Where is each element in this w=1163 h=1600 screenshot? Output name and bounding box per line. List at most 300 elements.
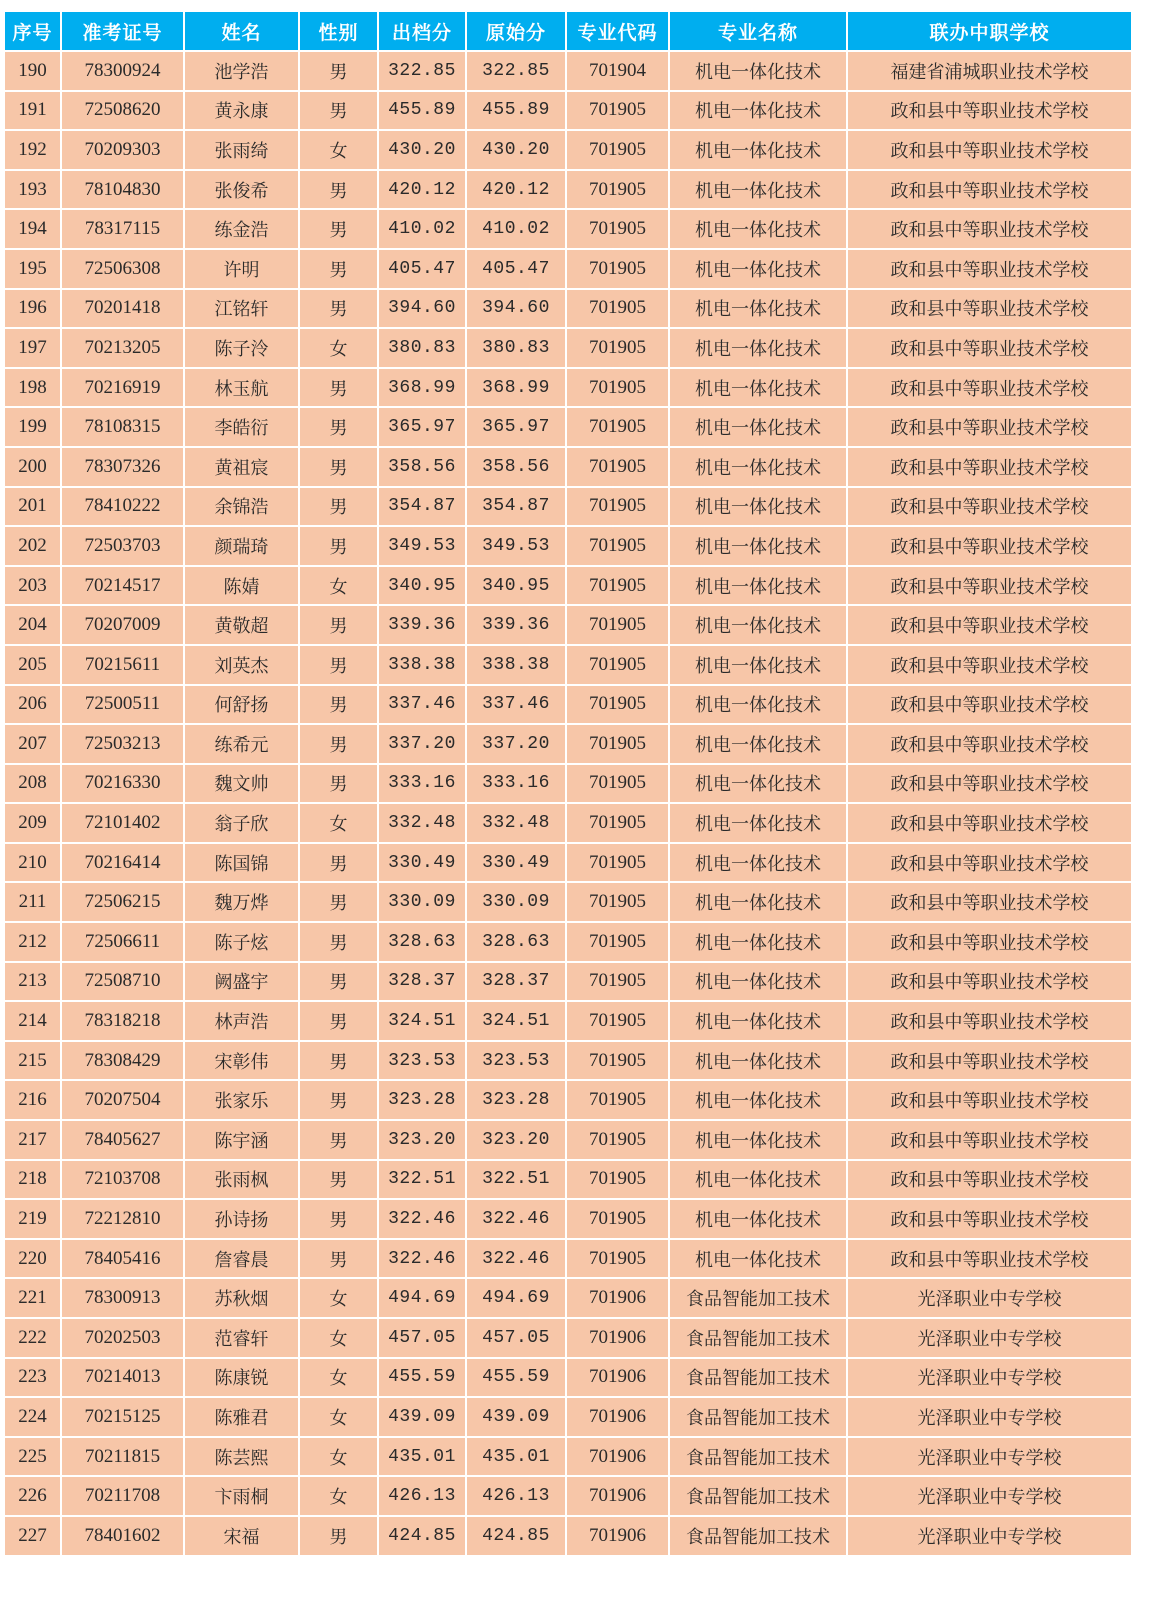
cell-raw-score: 455.89 bbox=[466, 91, 566, 131]
cell-partner-school: 政和县中等职业技术学校 bbox=[847, 803, 1132, 843]
cell-admission-score: 323.20 bbox=[378, 1120, 466, 1160]
cell-name: 陈国锦 bbox=[184, 843, 299, 883]
cell-exam-id: 70207009 bbox=[61, 605, 184, 645]
cell-major-name: 食品智能加工技术 bbox=[669, 1397, 847, 1437]
header-major-code: 专业代码 bbox=[566, 11, 669, 51]
cell-gender: 男 bbox=[299, 289, 378, 329]
cell-exam-id: 70213205 bbox=[61, 328, 184, 368]
cell-admission-score: 455.89 bbox=[378, 91, 466, 131]
cell-raw-score: 424.85 bbox=[466, 1516, 566, 1556]
cell-partner-school: 政和县中等职业技术学校 bbox=[847, 368, 1132, 408]
cell-partner-school: 政和县中等职业技术学校 bbox=[847, 407, 1132, 447]
cell-raw-score: 324.51 bbox=[466, 1001, 566, 1041]
cell-raw-score: 457.05 bbox=[466, 1318, 566, 1358]
cell-name: 宋彰伟 bbox=[184, 1041, 299, 1081]
cell-major-name: 机电一体化技术 bbox=[669, 447, 847, 487]
cell-exam-id: 72101402 bbox=[61, 803, 184, 843]
cell-major-name: 机电一体化技术 bbox=[669, 922, 847, 962]
cell-name: 苏秋烟 bbox=[184, 1278, 299, 1318]
cell-gender: 女 bbox=[299, 328, 378, 368]
cell-exam-id: 72506611 bbox=[61, 922, 184, 962]
cell-serial: 200 bbox=[4, 447, 61, 487]
cell-partner-school: 政和县中等职业技术学校 bbox=[847, 91, 1132, 131]
cell-name: 范睿轩 bbox=[184, 1318, 299, 1358]
cell-name: 陈康锐 bbox=[184, 1358, 299, 1398]
cell-serial: 218 bbox=[4, 1160, 61, 1200]
cell-gender: 女 bbox=[299, 1318, 378, 1358]
table-row bbox=[4, 922, 1132, 962]
cell-admission-score: 430.20 bbox=[378, 130, 466, 170]
cell-gender: 男 bbox=[299, 685, 378, 725]
cell-major-code: 701905 bbox=[566, 289, 669, 329]
table-row bbox=[4, 685, 1132, 725]
table-row bbox=[4, 1318, 1132, 1358]
cell-name: 江铭轩 bbox=[184, 289, 299, 329]
admission-table bbox=[3, 10, 1133, 1557]
cell-partner-school: 政和县中等职业技术学校 bbox=[847, 962, 1132, 1002]
cell-exam-id: 70215125 bbox=[61, 1397, 184, 1437]
cell-major-name: 食品智能加工技术 bbox=[669, 1476, 847, 1516]
cell-exam-id: 72508620 bbox=[61, 91, 184, 131]
cell-major-name: 机电一体化技术 bbox=[669, 685, 847, 725]
cell-gender: 男 bbox=[299, 170, 378, 210]
cell-serial: 213 bbox=[4, 962, 61, 1002]
cell-admission-score: 322.85 bbox=[378, 51, 466, 91]
table-row bbox=[4, 249, 1132, 289]
cell-raw-score: 349.53 bbox=[466, 526, 566, 566]
cell-major-code: 701906 bbox=[566, 1476, 669, 1516]
table-row bbox=[4, 724, 1132, 764]
cell-partner-school: 政和县中等职业技术学校 bbox=[847, 249, 1132, 289]
cell-major-name: 机电一体化技术 bbox=[669, 130, 847, 170]
cell-major-name: 机电一体化技术 bbox=[669, 803, 847, 843]
cell-name: 陈子泠 bbox=[184, 328, 299, 368]
cell-major-code: 701905 bbox=[566, 487, 669, 527]
cell-raw-score: 339.36 bbox=[466, 605, 566, 645]
cell-major-name: 机电一体化技术 bbox=[669, 249, 847, 289]
cell-partner-school: 政和县中等职业技术学校 bbox=[847, 526, 1132, 566]
cell-name: 何舒扬 bbox=[184, 685, 299, 725]
header-major-name: 专业名称 bbox=[669, 11, 847, 51]
cell-name: 张家乐 bbox=[184, 1080, 299, 1120]
cell-serial: 216 bbox=[4, 1080, 61, 1120]
cell-major-code: 701905 bbox=[566, 407, 669, 447]
cell-exam-id: 70211708 bbox=[61, 1476, 184, 1516]
cell-major-name: 机电一体化技术 bbox=[669, 1120, 847, 1160]
cell-exam-id: 70214517 bbox=[61, 566, 184, 606]
cell-partner-school: 政和县中等职业技术学校 bbox=[847, 1120, 1132, 1160]
cell-major-code: 701905 bbox=[566, 843, 669, 883]
cell-exam-id: 72500511 bbox=[61, 685, 184, 725]
cell-name: 练金浩 bbox=[184, 209, 299, 249]
cell-exam-id: 78308429 bbox=[61, 1041, 184, 1081]
header-admission-score: 出档分 bbox=[378, 11, 466, 51]
cell-raw-score: 337.46 bbox=[466, 685, 566, 725]
cell-partner-school: 政和县中等职业技术学校 bbox=[847, 447, 1132, 487]
cell-serial: 192 bbox=[4, 130, 61, 170]
cell-major-code: 701905 bbox=[566, 962, 669, 1002]
cell-gender: 男 bbox=[299, 1199, 378, 1239]
cell-major-name: 机电一体化技术 bbox=[669, 1041, 847, 1081]
cell-partner-school: 政和县中等职业技术学校 bbox=[847, 170, 1132, 210]
cell-raw-score: 358.56 bbox=[466, 447, 566, 487]
cell-exam-id: 70201418 bbox=[61, 289, 184, 329]
cell-partner-school: 光泽职业中专学校 bbox=[847, 1358, 1132, 1398]
cell-major-name: 机电一体化技术 bbox=[669, 1160, 847, 1200]
cell-major-name: 食品智能加工技术 bbox=[669, 1318, 847, 1358]
table-row bbox=[4, 764, 1132, 804]
cell-serial: 226 bbox=[4, 1476, 61, 1516]
table-row bbox=[4, 843, 1132, 883]
cell-major-name: 机电一体化技术 bbox=[669, 487, 847, 527]
cell-exam-id: 78300913 bbox=[61, 1278, 184, 1318]
cell-raw-score: 322.46 bbox=[466, 1199, 566, 1239]
cell-partner-school: 光泽职业中专学校 bbox=[847, 1437, 1132, 1477]
cell-name: 许明 bbox=[184, 249, 299, 289]
cell-major-code: 701905 bbox=[566, 328, 669, 368]
cell-major-code: 701905 bbox=[566, 249, 669, 289]
cell-gender: 男 bbox=[299, 1080, 378, 1120]
cell-exam-id: 72503703 bbox=[61, 526, 184, 566]
cell-admission-score: 337.46 bbox=[378, 685, 466, 725]
cell-admission-score: 358.56 bbox=[378, 447, 466, 487]
cell-partner-school: 政和县中等职业技术学校 bbox=[847, 566, 1132, 606]
cell-gender: 男 bbox=[299, 249, 378, 289]
cell-raw-score: 410.02 bbox=[466, 209, 566, 249]
cell-serial: 202 bbox=[4, 526, 61, 566]
cell-gender: 男 bbox=[299, 1516, 378, 1556]
cell-serial: 205 bbox=[4, 645, 61, 685]
cell-serial: 224 bbox=[4, 1397, 61, 1437]
cell-exam-id: 70211815 bbox=[61, 1437, 184, 1477]
cell-raw-score: 332.48 bbox=[466, 803, 566, 843]
cell-name: 魏文帅 bbox=[184, 764, 299, 804]
cell-name: 黄永康 bbox=[184, 91, 299, 131]
header-exam-id: 准考证号 bbox=[61, 11, 184, 51]
table-row bbox=[4, 1278, 1132, 1318]
cell-admission-score: 328.37 bbox=[378, 962, 466, 1002]
cell-major-name: 机电一体化技术 bbox=[669, 962, 847, 1002]
cell-major-code: 701905 bbox=[566, 209, 669, 249]
cell-exam-id: 78317115 bbox=[61, 209, 184, 249]
cell-admission-score: 324.51 bbox=[378, 1001, 466, 1041]
cell-exam-id: 78401602 bbox=[61, 1516, 184, 1556]
cell-name: 张俊希 bbox=[184, 170, 299, 210]
cell-gender: 男 bbox=[299, 1041, 378, 1081]
cell-serial: 210 bbox=[4, 843, 61, 883]
cell-admission-score: 439.09 bbox=[378, 1397, 466, 1437]
cell-major-name: 机电一体化技术 bbox=[669, 843, 847, 883]
table-body bbox=[4, 51, 1132, 1556]
cell-major-code: 701905 bbox=[566, 1160, 669, 1200]
cell-gender: 男 bbox=[299, 487, 378, 527]
cell-exam-id: 78104830 bbox=[61, 170, 184, 210]
cell-serial: 199 bbox=[4, 407, 61, 447]
cell-gender: 女 bbox=[299, 566, 378, 606]
cell-gender: 男 bbox=[299, 605, 378, 645]
cell-gender: 女 bbox=[299, 130, 378, 170]
table-row bbox=[4, 962, 1132, 1002]
cell-serial: 211 bbox=[4, 882, 61, 922]
cell-major-code: 701905 bbox=[566, 645, 669, 685]
cell-admission-score: 322.51 bbox=[378, 1160, 466, 1200]
cell-exam-id: 70215611 bbox=[61, 645, 184, 685]
cell-gender: 女 bbox=[299, 1476, 378, 1516]
cell-gender: 男 bbox=[299, 1001, 378, 1041]
cell-admission-score: 368.99 bbox=[378, 368, 466, 408]
table-row bbox=[4, 1160, 1132, 1200]
cell-serial: 206 bbox=[4, 685, 61, 725]
cell-major-name: 机电一体化技术 bbox=[669, 526, 847, 566]
cell-exam-id: 78307326 bbox=[61, 447, 184, 487]
cell-raw-score: 435.01 bbox=[466, 1437, 566, 1477]
cell-major-name: 机电一体化技术 bbox=[669, 1239, 847, 1279]
cell-raw-score: 322.85 bbox=[466, 51, 566, 91]
table-row bbox=[4, 605, 1132, 645]
cell-admission-score: 340.95 bbox=[378, 566, 466, 606]
cell-major-code: 701905 bbox=[566, 1080, 669, 1120]
cell-serial: 207 bbox=[4, 724, 61, 764]
cell-name: 颜瑞琦 bbox=[184, 526, 299, 566]
header-serial: 序号 bbox=[4, 11, 61, 51]
cell-name: 黄敬超 bbox=[184, 605, 299, 645]
cell-major-name: 机电一体化技术 bbox=[669, 645, 847, 685]
cell-raw-score: 337.20 bbox=[466, 724, 566, 764]
cell-admission-score: 337.20 bbox=[378, 724, 466, 764]
cell-partner-school: 政和县中等职业技术学校 bbox=[847, 130, 1132, 170]
table-row bbox=[4, 882, 1132, 922]
cell-partner-school: 政和县中等职业技术学校 bbox=[847, 209, 1132, 249]
cell-name: 刘英杰 bbox=[184, 645, 299, 685]
cell-admission-score: 338.38 bbox=[378, 645, 466, 685]
cell-raw-score: 338.38 bbox=[466, 645, 566, 685]
table-row bbox=[4, 566, 1132, 606]
cell-raw-score: 368.99 bbox=[466, 368, 566, 408]
cell-name: 林玉航 bbox=[184, 368, 299, 408]
cell-gender: 女 bbox=[299, 1437, 378, 1477]
table-row bbox=[4, 130, 1132, 170]
cell-admission-score: 455.59 bbox=[378, 1358, 466, 1398]
cell-gender: 女 bbox=[299, 1397, 378, 1437]
cell-major-code: 701906 bbox=[566, 1397, 669, 1437]
cell-admission-score: 330.49 bbox=[378, 843, 466, 883]
cell-major-name: 机电一体化技术 bbox=[669, 1080, 847, 1120]
cell-gender: 男 bbox=[299, 51, 378, 91]
cell-name: 宋福 bbox=[184, 1516, 299, 1556]
cell-gender: 女 bbox=[299, 803, 378, 843]
cell-exam-id: 70214013 bbox=[61, 1358, 184, 1398]
cell-major-name: 机电一体化技术 bbox=[669, 170, 847, 210]
cell-raw-score: 330.09 bbox=[466, 882, 566, 922]
cell-gender: 男 bbox=[299, 1160, 378, 1200]
cell-raw-score: 322.51 bbox=[466, 1160, 566, 1200]
cell-major-code: 701905 bbox=[566, 1199, 669, 1239]
header-raw-score: 原始分 bbox=[466, 11, 566, 51]
cell-admission-score: 332.48 bbox=[378, 803, 466, 843]
cell-exam-id: 70216919 bbox=[61, 368, 184, 408]
cell-name: 练希元 bbox=[184, 724, 299, 764]
cell-major-name: 食品智能加工技术 bbox=[669, 1278, 847, 1318]
cell-raw-score: 328.63 bbox=[466, 922, 566, 962]
cell-major-name: 机电一体化技术 bbox=[669, 91, 847, 131]
cell-name: 阙盛宇 bbox=[184, 962, 299, 1002]
cell-partner-school: 政和县中等职业技术学校 bbox=[847, 685, 1132, 725]
cell-exam-id: 78108315 bbox=[61, 407, 184, 447]
cell-major-code: 701905 bbox=[566, 764, 669, 804]
cell-raw-score: 323.53 bbox=[466, 1041, 566, 1081]
cell-admission-score: 328.63 bbox=[378, 922, 466, 962]
admission-table-container bbox=[3, 10, 1131, 1557]
cell-partner-school: 政和县中等职业技术学校 bbox=[847, 843, 1132, 883]
cell-serial: 190 bbox=[4, 51, 61, 91]
cell-serial: 217 bbox=[4, 1120, 61, 1160]
cell-name: 池学浩 bbox=[184, 51, 299, 91]
cell-serial: 191 bbox=[4, 91, 61, 131]
cell-exam-id: 72506215 bbox=[61, 882, 184, 922]
cell-major-code: 701905 bbox=[566, 1120, 669, 1160]
table-row bbox=[4, 1437, 1132, 1477]
cell-major-code: 701905 bbox=[566, 922, 669, 962]
cell-serial: 194 bbox=[4, 209, 61, 249]
cell-name: 林声浩 bbox=[184, 1001, 299, 1041]
cell-name: 詹睿晨 bbox=[184, 1239, 299, 1279]
table-row bbox=[4, 1239, 1132, 1279]
cell-partner-school: 光泽职业中专学校 bbox=[847, 1516, 1132, 1556]
cell-admission-score: 323.28 bbox=[378, 1080, 466, 1120]
cell-partner-school: 政和县中等职业技术学校 bbox=[847, 882, 1132, 922]
cell-serial: 196 bbox=[4, 289, 61, 329]
cell-major-name: 机电一体化技术 bbox=[669, 1199, 847, 1239]
cell-raw-score: 405.47 bbox=[466, 249, 566, 289]
cell-raw-score: 354.87 bbox=[466, 487, 566, 527]
cell-exam-id: 78300924 bbox=[61, 51, 184, 91]
cell-partner-school: 政和县中等职业技术学校 bbox=[847, 1160, 1132, 1200]
cell-name: 李皓衍 bbox=[184, 407, 299, 447]
cell-major-name: 机电一体化技术 bbox=[669, 605, 847, 645]
cell-admission-score: 330.09 bbox=[378, 882, 466, 922]
cell-major-name: 机电一体化技术 bbox=[669, 328, 847, 368]
cell-admission-score: 426.13 bbox=[378, 1476, 466, 1516]
cell-partner-school: 光泽职业中专学校 bbox=[847, 1397, 1132, 1437]
cell-partner-school: 政和县中等职业技术学校 bbox=[847, 1041, 1132, 1081]
cell-partner-school: 福建省浦城职业技术学校 bbox=[847, 51, 1132, 91]
cell-admission-score: 380.83 bbox=[378, 328, 466, 368]
cell-major-name: 食品智能加工技术 bbox=[669, 1358, 847, 1398]
cell-major-code: 701905 bbox=[566, 170, 669, 210]
cell-partner-school: 政和县中等职业技术学校 bbox=[847, 1001, 1132, 1041]
cell-admission-score: 494.69 bbox=[378, 1278, 466, 1318]
cell-partner-school: 政和县中等职业技术学校 bbox=[847, 724, 1132, 764]
cell-admission-score: 457.05 bbox=[378, 1318, 466, 1358]
table-row bbox=[4, 1516, 1132, 1556]
cell-gender: 男 bbox=[299, 447, 378, 487]
cell-exam-id: 72506308 bbox=[61, 249, 184, 289]
cell-exam-id: 78405627 bbox=[61, 1120, 184, 1160]
table-row bbox=[4, 407, 1132, 447]
cell-partner-school: 政和县中等职业技术学校 bbox=[847, 487, 1132, 527]
cell-name: 黄祖宸 bbox=[184, 447, 299, 487]
cell-raw-score: 330.49 bbox=[466, 843, 566, 883]
cell-major-name: 机电一体化技术 bbox=[669, 882, 847, 922]
cell-major-name: 机电一体化技术 bbox=[669, 407, 847, 447]
cell-major-code: 701905 bbox=[566, 526, 669, 566]
cell-major-code: 701905 bbox=[566, 1239, 669, 1279]
cell-serial: 212 bbox=[4, 922, 61, 962]
cell-partner-school: 光泽职业中专学校 bbox=[847, 1476, 1132, 1516]
cell-partner-school: 政和县中等职业技术学校 bbox=[847, 922, 1132, 962]
cell-raw-score: 328.37 bbox=[466, 962, 566, 1002]
cell-name: 张雨枫 bbox=[184, 1160, 299, 1200]
cell-gender: 男 bbox=[299, 368, 378, 408]
cell-raw-score: 439.09 bbox=[466, 1397, 566, 1437]
cell-serial: 197 bbox=[4, 328, 61, 368]
cell-admission-score: 410.02 bbox=[378, 209, 466, 249]
cell-gender: 女 bbox=[299, 1278, 378, 1318]
cell-admission-score: 354.87 bbox=[378, 487, 466, 527]
cell-major-name: 食品智能加工技术 bbox=[669, 1516, 847, 1556]
cell-gender: 男 bbox=[299, 922, 378, 962]
cell-serial: 225 bbox=[4, 1437, 61, 1477]
cell-exam-id: 70207504 bbox=[61, 1080, 184, 1120]
cell-major-name: 机电一体化技术 bbox=[669, 764, 847, 804]
cell-major-code: 701905 bbox=[566, 1001, 669, 1041]
cell-serial: 193 bbox=[4, 170, 61, 210]
cell-raw-score: 426.13 bbox=[466, 1476, 566, 1516]
cell-admission-score: 420.12 bbox=[378, 170, 466, 210]
cell-partner-school: 政和县中等职业技术学校 bbox=[847, 605, 1132, 645]
cell-exam-id: 70216330 bbox=[61, 764, 184, 804]
table-row bbox=[4, 209, 1132, 249]
table-row bbox=[4, 289, 1132, 329]
cell-major-name: 机电一体化技术 bbox=[669, 51, 847, 91]
cell-admission-score: 339.36 bbox=[378, 605, 466, 645]
cell-admission-score: 333.16 bbox=[378, 764, 466, 804]
cell-serial: 223 bbox=[4, 1358, 61, 1398]
cell-major-code: 701906 bbox=[566, 1278, 669, 1318]
cell-serial: 208 bbox=[4, 764, 61, 804]
cell-serial: 204 bbox=[4, 605, 61, 645]
cell-serial: 203 bbox=[4, 566, 61, 606]
cell-partner-school: 政和县中等职业技术学校 bbox=[847, 764, 1132, 804]
table-row bbox=[4, 1358, 1132, 1398]
cell-serial: 219 bbox=[4, 1199, 61, 1239]
table-row bbox=[4, 645, 1132, 685]
cell-name: 卞雨桐 bbox=[184, 1476, 299, 1516]
cell-major-name: 机电一体化技术 bbox=[669, 209, 847, 249]
cell-admission-score: 349.53 bbox=[378, 526, 466, 566]
cell-raw-score: 420.12 bbox=[466, 170, 566, 210]
cell-major-code: 701905 bbox=[566, 724, 669, 764]
cell-admission-score: 435.01 bbox=[378, 1437, 466, 1477]
cell-admission-score: 424.85 bbox=[378, 1516, 466, 1556]
cell-major-code: 701905 bbox=[566, 368, 669, 408]
cell-serial: 198 bbox=[4, 368, 61, 408]
cell-name: 陈婧 bbox=[184, 566, 299, 606]
cell-partner-school: 光泽职业中专学校 bbox=[847, 1278, 1132, 1318]
cell-major-code: 701905 bbox=[566, 91, 669, 131]
cell-major-name: 食品智能加工技术 bbox=[669, 1437, 847, 1477]
cell-name: 陈雅君 bbox=[184, 1397, 299, 1437]
cell-raw-score: 455.59 bbox=[466, 1358, 566, 1398]
cell-raw-score: 323.20 bbox=[466, 1120, 566, 1160]
cell-partner-school: 光泽职业中专学校 bbox=[847, 1318, 1132, 1358]
cell-name: 孙诗扬 bbox=[184, 1199, 299, 1239]
cell-admission-score: 323.53 bbox=[378, 1041, 466, 1081]
table-row bbox=[4, 1080, 1132, 1120]
cell-major-name: 机电一体化技术 bbox=[669, 289, 847, 329]
cell-serial: 221 bbox=[4, 1278, 61, 1318]
cell-major-code: 701905 bbox=[566, 447, 669, 487]
